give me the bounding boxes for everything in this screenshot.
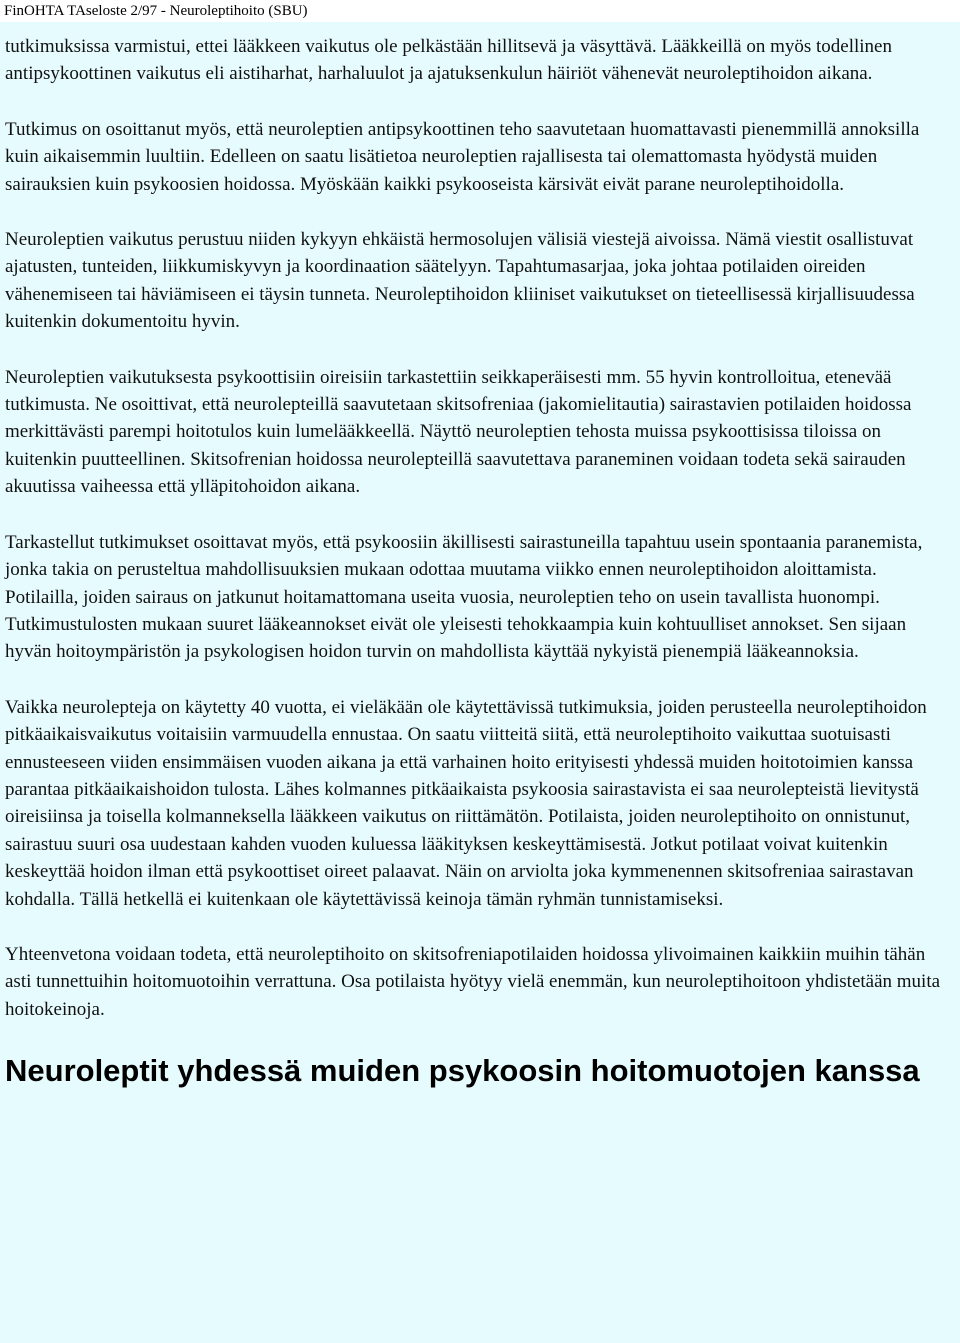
paragraph: Yhteenvetona voidaan todeta, että neuroleptihoito on skitsofreniapotilaiden hoidossa ylivoimainen kaikkiin muihin tähän asti tunnettuihin hoitomuotoihin verrattuna. Osa potilaista hyötyy vielä enemmän, kun neuroleptihoitoon yhdistetään muita hoitokeinoja.	[5, 943, 941, 1020]
section-heading: Neuroleptit yhdessä muiden psykoosin hoitomuotojen kanssa	[5, 1053, 920, 1089]
paragraph: Tutkimus on osoittanut myös, että neuroleptien antipsykoottinen teho saavutetaan huomattavasti pienemmillä annoksilla kuin aikaisemmin luultiin. Edelleen on saatu lisätietoa neuroleptien rajallisesta tai olemattomasta hyödystä muiden sairauksien kuin psykoosien hoidossa. Myöskään kaikki psykooseista kärsivät eivät parane neuroleptihoidolla.	[5, 118, 920, 195]
paragraph: Neuroleptien vaikutuksesta psykoottisiin oireisiin tarkastettiin seikkaperäisesti mm. 55 hyvin kontrolloitua, etenevää tutkimusta. Ne osoittivat, että neurolepteillä saavutetaan skitsofreniaa (jakomielitautia) sairastavien potilaiden hoidossa merkittävästi parempi hoitotulos kuin lumelääkkeellä. Näyttö neuroleptien tehosta muissa psykoottisissa tiloissa on kuitenkin puutteellinen. Skitsofrenian hoidossa neurolepteillä saavutettava paraneminen voidaan todeta sekä sairauden akuutissa vaiheessa että ylläpitohoidon aikana.	[5, 366, 912, 498]
paragraph: Vaikka neurolepteja on käytetty 40 vuotta, ei vieläkään ole käytettävissä tutkimuksia, joiden perusteella neuroleptihoidon pitkäaikaisvaikutus voitaisiin varmuudella ennustaa. On saatu viitteitä siitä, että neuroleptihoito vaikuttaa suotuisasti ennusteeseen viiden ensimmäisen vuoden aikana ja että varhainen hoito erityisesti yhdessä muiden hoitotoimien kanssa parantaa pitkäaikaishoidon tulosta. Lähes kolmannes pitkäaikaista psykoosia sairastavista ei saa neurolepteistä lievitystä oireisiinsa ja toisella kolmanneksella lääkkeen vaikutus on riittämätön. Potilaista, joiden neuroleptihoito on onnistunut, sairastuu suuri osa uudestaan kahden vuoden kuluessa lääkityksen keskeyttämisestä. Jotkut potilaat voivat kuitenkin keskeyttää hoidon ilman että psykoottiset oireet palaavat. Näin on arviolta joka kymmenennen skitsofreniaa sairastavan kohdalla. Tällä hetkellä ei kuitenkaan ole käytettävissä keinoja tämän ryhmän tunnistamiseksi.	[5, 696, 927, 910]
paragraph: Neuroleptien vaikutus perustuu niiden kykyyn ehkäistä hermosolujen välisiä viestejä aivoissa. Nämä viestit osallistuvat ajatusten, tunteiden, liikkumiskyvyn ja koordinaation säätelyyn. Tapahtumasarjaa, joka johtaa potilaiden oireiden vähenemiseen tai häviämiseen ei täysin tunneta. Neuroleptihoidon kliiniset vaikutukset on tieteellisessä kirjallisuudessa kuitenkin dokumentoitu hyvin.	[5, 229, 915, 333]
page-header	[0, 0, 960, 22]
document-body	[0, 22, 960, 1343]
paragraph: Tarkastellut tutkimukset osoittavat myös, että psykoosiin äkillisesti sairastuneilla tapahtuu usein spontaania paranemista, jonka takia on perusteltua mahdollisuuksien mukaan odottaa muutama viikko ennen neuroleptihoidon aloittamista. Potilailla, joiden sairaus on jatkunut hoitamattomana useita vuosia, neuroleptien teho on usein tavallista huonompi. Tutkimustulosten mukaan suuret lääkeannokset eivät ole yleisesti tehokkaampia kuin kohtuulliset annokset. Sen sijaan hyvän hoitoympäristön ja psykologisen hoidon turvin on mahdollista käyttää nykyistä pienempiä lääkeannoksia.	[5, 531, 923, 663]
header-title: FinOHTA TAseloste 2/97 - Neuroleptihoito (SBU)	[4, 3, 308, 19]
paragraph: tutkimuksissa varmistui, ettei lääkkeen vaikutus ole pelkästään hillitsevä ja väsyttävä. Lääkkeillä on myös todellinen antipsykoottinen vaikutus eli aistiharhat, harhaluulot ja ajatuksenkulun häiriöt vähenevät neuroleptihoidon aikana.	[5, 36, 892, 85]
